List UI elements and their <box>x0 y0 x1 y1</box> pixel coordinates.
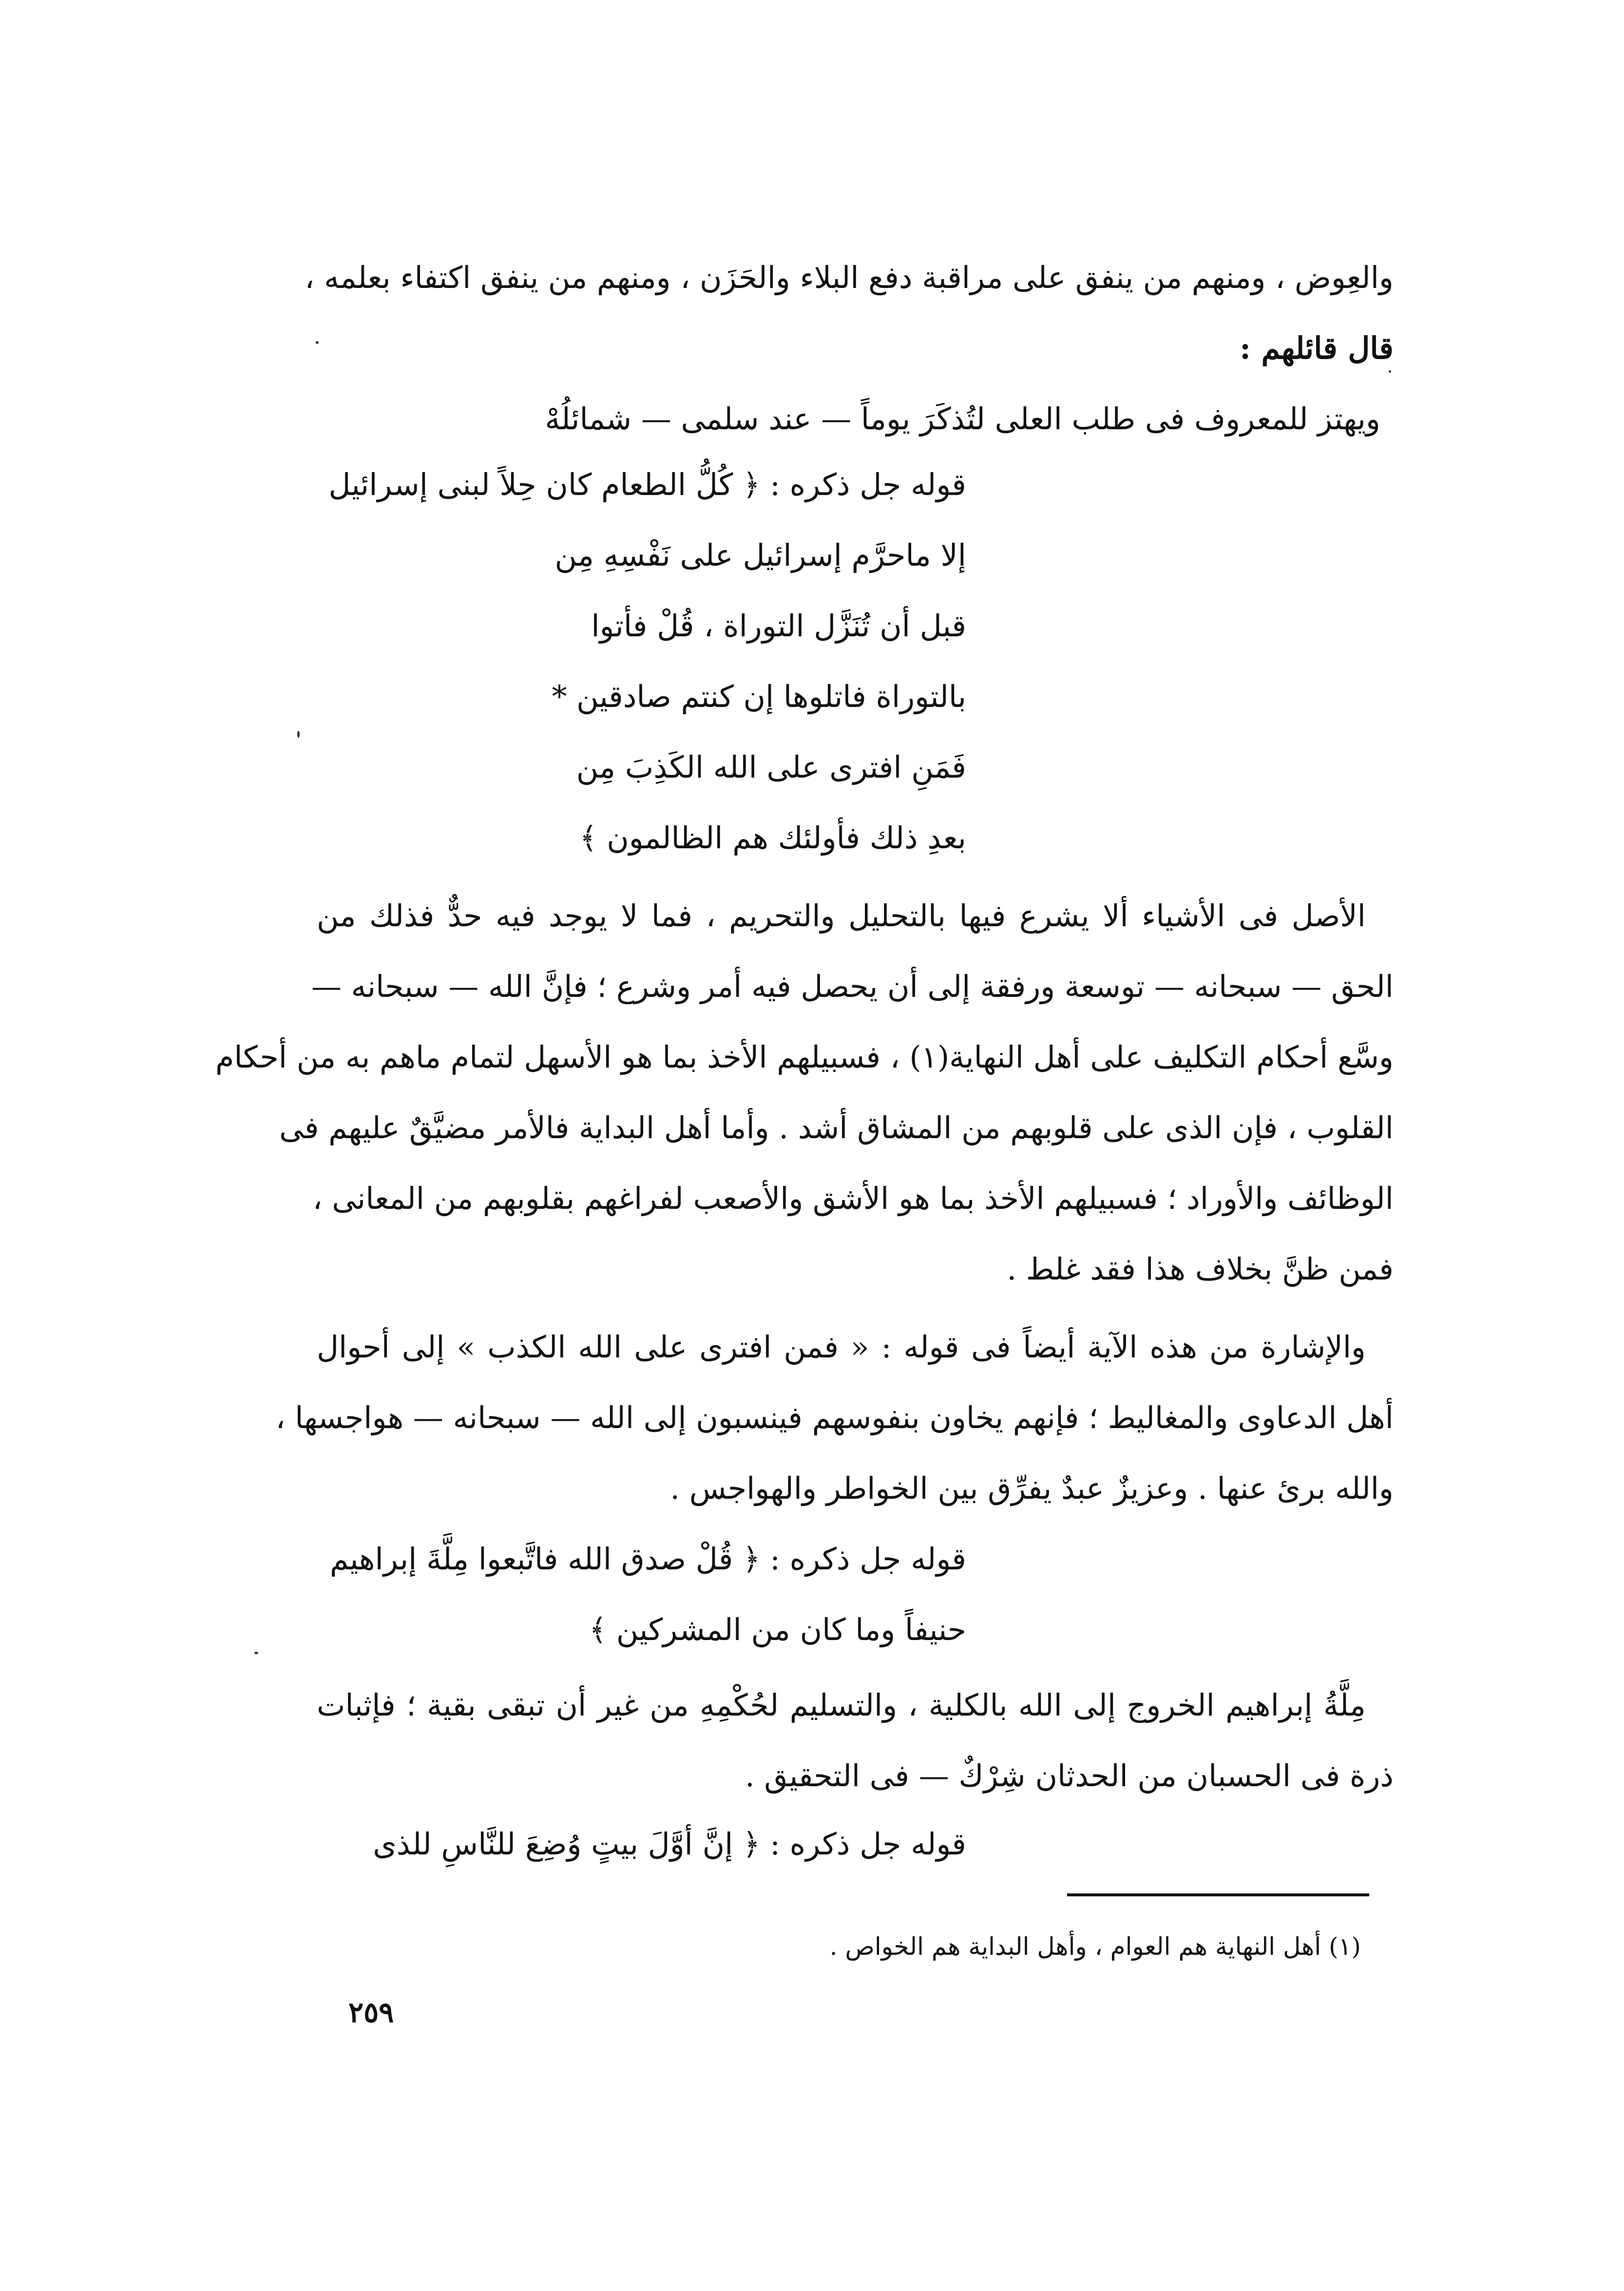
scan-speck <box>254 1652 258 1654</box>
text-line: ذرة فى الحسبان من الحدثان شِرْكٌ — فى التحقيق . <box>745 1758 1394 1794</box>
scan-speck <box>1389 370 1391 373</box>
quran-quote-line: قوله جل ذكره : ﴿ قُلْ صدق الله فاتَّبعوا مِلَّةَ إبراهيم <box>329 1541 966 1577</box>
text-line: والعِوض ، ومنهم من ينفق على مراقبة دفع البلاء والحَزَن ، ومنهم من ينفق اكتفاء بعلمه ، <box>305 260 1394 295</box>
quran-quote-line: إلا ماحرَّم إسرائيل على نَفْسِهِ مِن <box>554 537 966 573</box>
text-line: الوظائف والأوراد ؛ فسبيلهم الأخذ بما هو الأشق والأصعب لفراغهم بقلوبهم من المعانى ، <box>312 1181 1394 1216</box>
text-line: أهل الدعاوى والمغاليط ؛ فإنهم يخاون بنفوسهم فينسبون إلى الله — سبحانه — هواجسها ، <box>275 1400 1394 1435</box>
scan-speck <box>316 341 319 344</box>
quran-quote-line: حنيفاً وما كان من المشركين ﴾ <box>589 1612 966 1647</box>
footnote-divider <box>1067 1893 1369 1896</box>
text-line: والإشارة من هذه الآية أيضاً فى قوله : « فمن افترى على الله الكذب » إلى أحوال <box>317 1329 1366 1365</box>
quran-quote-line: قوله جل ذكره : ﴿ كُلُّ الطعام كان حِلاً لبنى إسرائيل <box>328 467 966 502</box>
quran-quote-line: بالتوراة فاتلوها إن كنتم صادقين * <box>552 679 966 714</box>
text-line: قال قائلهم : <box>1240 330 1394 366</box>
poem-verse: ويهتز للمعروف فى طلب العلى لتُذكَرَ يوماً — عند سلمى — شمائلُهْ <box>545 401 1380 437</box>
text-line: الحق — سبحانه — توسعة ورفقة إلى أن يحصل فيه أمر وشرع ؛ فإنَّ الله — سبحانه — <box>311 969 1394 1004</box>
text-line: وسَّع أحكام التكليف على أهل النهاية(١) ، فسبيلهم الأخذ بما هو الأسهل لتمام ماهم به من أحكام <box>215 1039 1394 1075</box>
quran-quote-line: فَمَنِ افترى على الله الكَذِبَ مِن <box>576 749 966 785</box>
text-line: الأصل فى الأشياء ألا يشرع فيها بالتحليل والتحريم ، فما لا يوجد فيه حدٌّ فذلك من <box>317 898 1366 934</box>
quran-quote-line: بعدِ ذلك فأولئك هم الظالمون ﴾ <box>579 820 966 856</box>
text-line: فمن ظنَّ بخلاف هذا فقد غلط . <box>1007 1251 1394 1287</box>
scan-speck <box>297 731 300 738</box>
footnote: (١) أهل النهاية هم العوام ، وأهل البداية هم الخواص . <box>829 1932 1361 1961</box>
page-number: ٢٥٩ <box>348 1996 394 2029</box>
text-line: والله برئ عنها . وعزيزٌ عبدٌ يفرِّق بين الخواطر والهواجس . <box>670 1470 1394 1506</box>
text-line: مِلَّةُ إبراهيم الخروج إلى الله بالكلية ، والتسليم لحُكْمِهِ من غير أن تبقى بقية ؛ فإثبات <box>317 1687 1366 1723</box>
quran-quote-line: قوله جل ذكره : ﴿ إنَّ أوَّلَ بيتٍ وُضِعَ للنَّاسِ للذى <box>373 1826 966 1862</box>
quran-quote-line: قبل أن تُنَزَّل التوراة ، قُلْ فأتوا <box>591 608 966 644</box>
text-line: القلوب ، فإن الذى على قلوبهم من المشاق أشد . وأما أهل البداية فالأمر مضيَّقٌ عليهم فى <box>279 1110 1394 1146</box>
